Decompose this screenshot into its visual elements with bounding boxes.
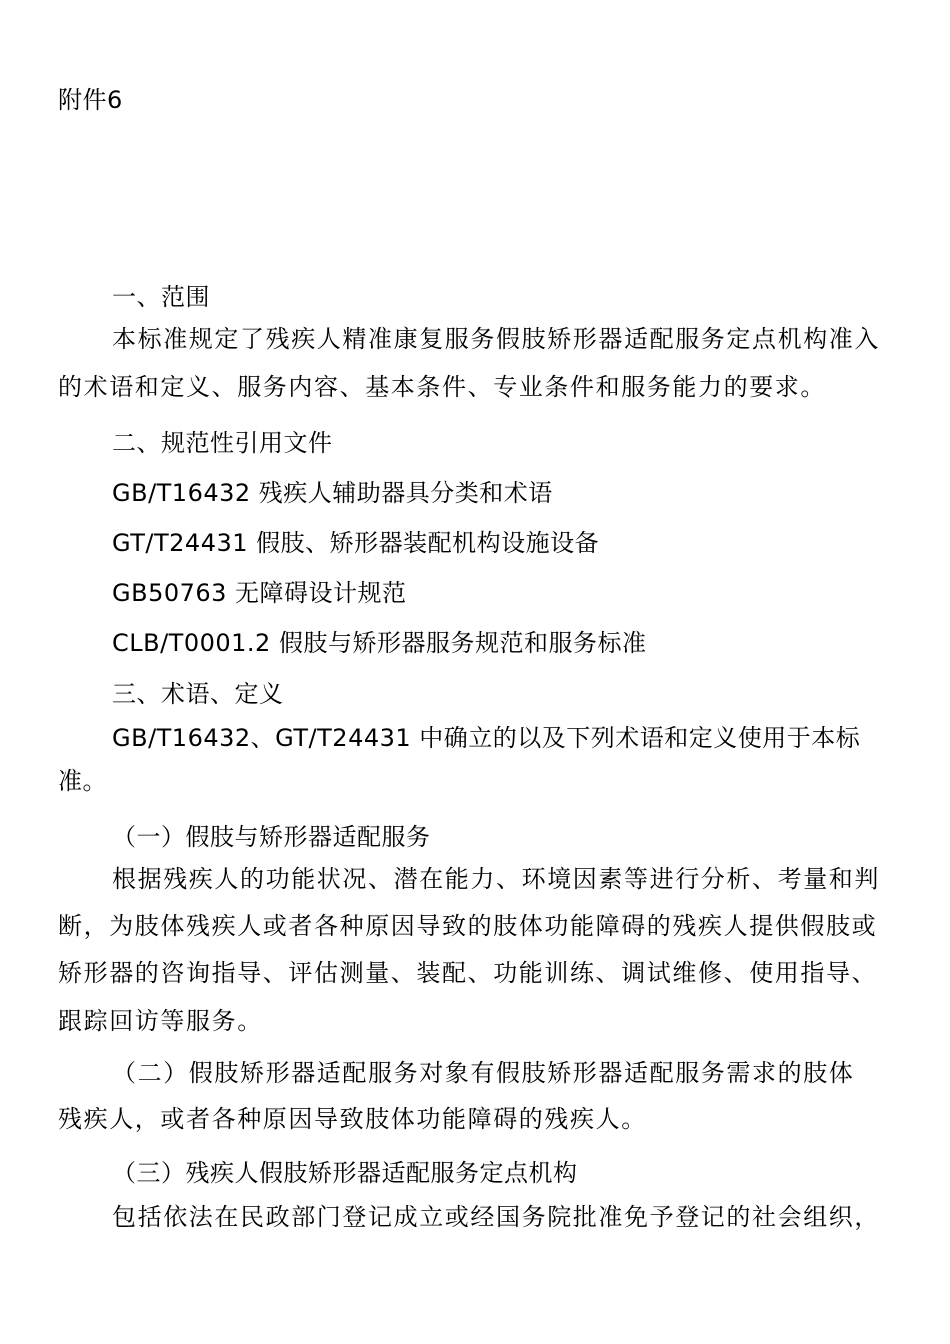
reference-item: CLB/T0001.2 假肢与矫形器服务规范和服务标准: [112, 629, 647, 657]
term-2-line-1: （二）假肢矫形器适配服务对象有假肢矫形器适配服务需求的肢体: [112, 1059, 855, 1087]
term-2-line-2: 残疾人，或者各种原因导致肢体功能障碍的残疾人。: [58, 1105, 647, 1133]
term-1-line-4: 跟踪回访等服务。: [58, 1007, 263, 1035]
reference-item: GB50763 无障碍设计规范: [112, 579, 407, 607]
term-1-line-3: 矫形器的咨询指导、评估测量、装配、功能训练、调试维修、使用指导、: [58, 959, 878, 987]
reference-item: GB/T16432 残疾人辅助器具分类和术语: [112, 479, 553, 507]
section-3-intro-line-2: 准。: [58, 767, 107, 795]
section-1-paragraph-line-1: 本标准规定了残疾人精准康复服务假肢矫形器适配服务定点机构准入: [112, 325, 880, 353]
section-2-heading: 二、规范性引用文件: [112, 429, 333, 457]
term-3-title: （三）残疾人假肢矫形器适配服务定点机构: [112, 1159, 578, 1187]
term-3-line-1: 包括依法在民政部门登记成立或经国务院批准免予登记的社会组织，: [112, 1203, 880, 1231]
section-3-heading: 三、术语、定义: [112, 680, 284, 708]
attachment-label: 附件6: [58, 86, 123, 114]
reference-item: GT/T24431 假肢、矫形器装配机构设施设备: [112, 529, 600, 557]
section-3-intro-line-1: GB/T16432、GT/T24431 中确立的以及下列术语和定义使用于本标: [112, 724, 861, 752]
term-1-line-2: 断，为肢体残疾人或者各种原因导致的肢体功能障碍的残疾人提供假肢或: [58, 912, 878, 940]
term-1-title: （一）假肢与矫形器适配服务: [112, 823, 431, 851]
term-1-line-1: 根据残疾人的功能状况、潜在能力、环境因素等进行分析、考量和判: [112, 865, 880, 893]
section-1-paragraph-line-2: 的术语和定义、服务内容、基本条件、专业条件和服务能力的要求。: [58, 373, 826, 401]
section-1-heading: 一、范围: [112, 283, 210, 311]
